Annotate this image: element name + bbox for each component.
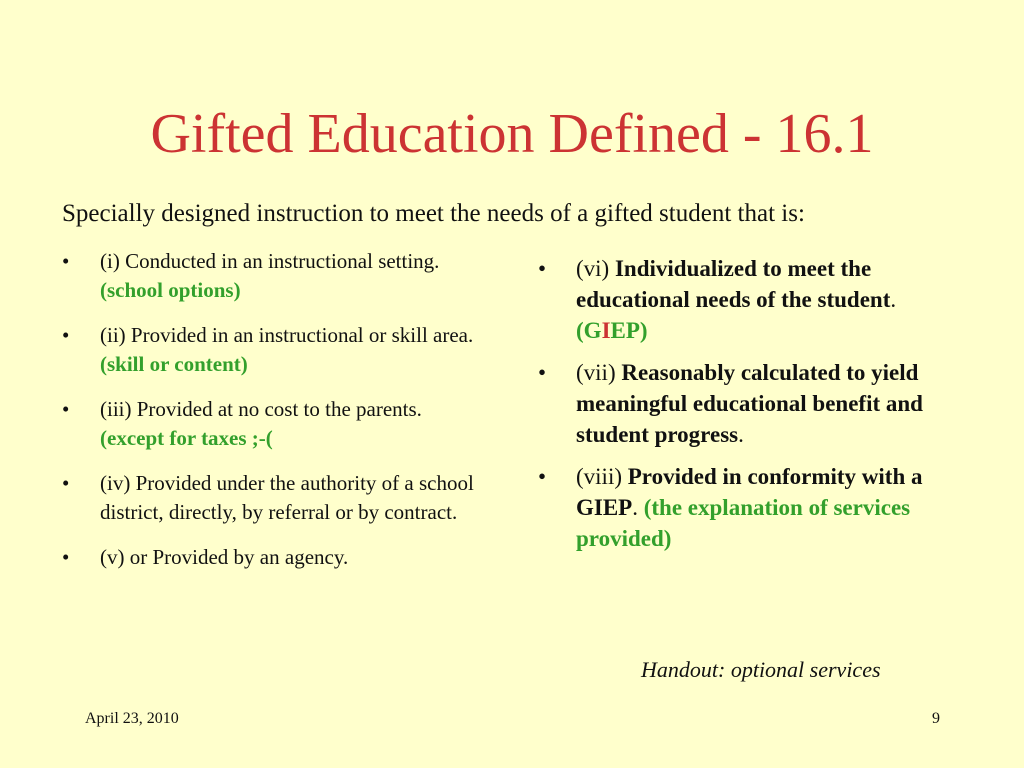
- list-item: [62, 247, 482, 305]
- list-item: [62, 321, 482, 379]
- list-item: [62, 469, 482, 527]
- bullet-suffix: .: [738, 422, 744, 447]
- bullet-note: (except for taxes ;-(: [100, 426, 273, 450]
- bullet-note: (skill or content): [100, 352, 248, 376]
- bullet-text: (iii) Provided at no cost to the parents.: [100, 397, 422, 421]
- left-bullet-list: [62, 247, 482, 588]
- bullet-emphasis: Reasonably calculated to yield meaningful educational benefit and student progress: [576, 360, 923, 447]
- bullet-note: (the explanation of services provided): [576, 495, 911, 551]
- bullet-icon: •: [62, 471, 70, 495]
- bullet-icon: •: [62, 545, 70, 569]
- bullet-icon: •: [62, 323, 70, 347]
- bullet-icon: •: [62, 249, 70, 273]
- slide-subtitle: Specially designed instruction to meet the needs of a gifted student that is:: [62, 200, 805, 227]
- note-part: EP): [610, 318, 648, 343]
- list-item: [538, 357, 968, 450]
- note-highlight: I: [601, 318, 611, 343]
- list-item: [538, 461, 968, 554]
- bullet-text: (i) Conducted in an instructional setting.: [100, 249, 440, 273]
- bullet-suffix: .: [632, 495, 644, 520]
- list-item: [62, 543, 482, 572]
- page-number: 9: [932, 710, 940, 727]
- note-part: (G: [576, 318, 602, 343]
- list-item: [62, 395, 482, 453]
- bullet-prefix: (vi): [576, 256, 615, 281]
- bullet-prefix: (vii): [576, 360, 622, 385]
- bullet-note: [576, 318, 648, 343]
- list-item: [538, 253, 968, 346]
- bullet-text: (iv) Provided under the authority of a school district, directly, by referral or by contract.: [100, 471, 474, 524]
- bullet-prefix: (viii): [576, 464, 628, 489]
- bullet-note: (school options): [100, 278, 241, 302]
- slide-title: Gifted Education Defined - 16.1: [150, 103, 874, 165]
- bullet-text: (v) or Provided by an agency.: [100, 545, 349, 569]
- bullet-suffix: .: [890, 287, 897, 312]
- bullet-emphasis: Provided in conformity with a GIEP: [576, 464, 923, 520]
- handout-note: Handout: optional services: [641, 657, 881, 682]
- bullet-text: (ii) Provided in an instructional or skill area.: [100, 323, 474, 347]
- bullet-icon: •: [538, 256, 547, 281]
- right-bullet-list: [538, 253, 968, 565]
- footer-date: April 23, 2010: [85, 710, 179, 727]
- bullet-icon: •: [538, 360, 547, 385]
- bullet-emphasis: Individualized to meet the educational needs of the student: [576, 256, 891, 312]
- bullet-icon: •: [538, 464, 547, 489]
- bullet-icon: •: [62, 397, 70, 421]
